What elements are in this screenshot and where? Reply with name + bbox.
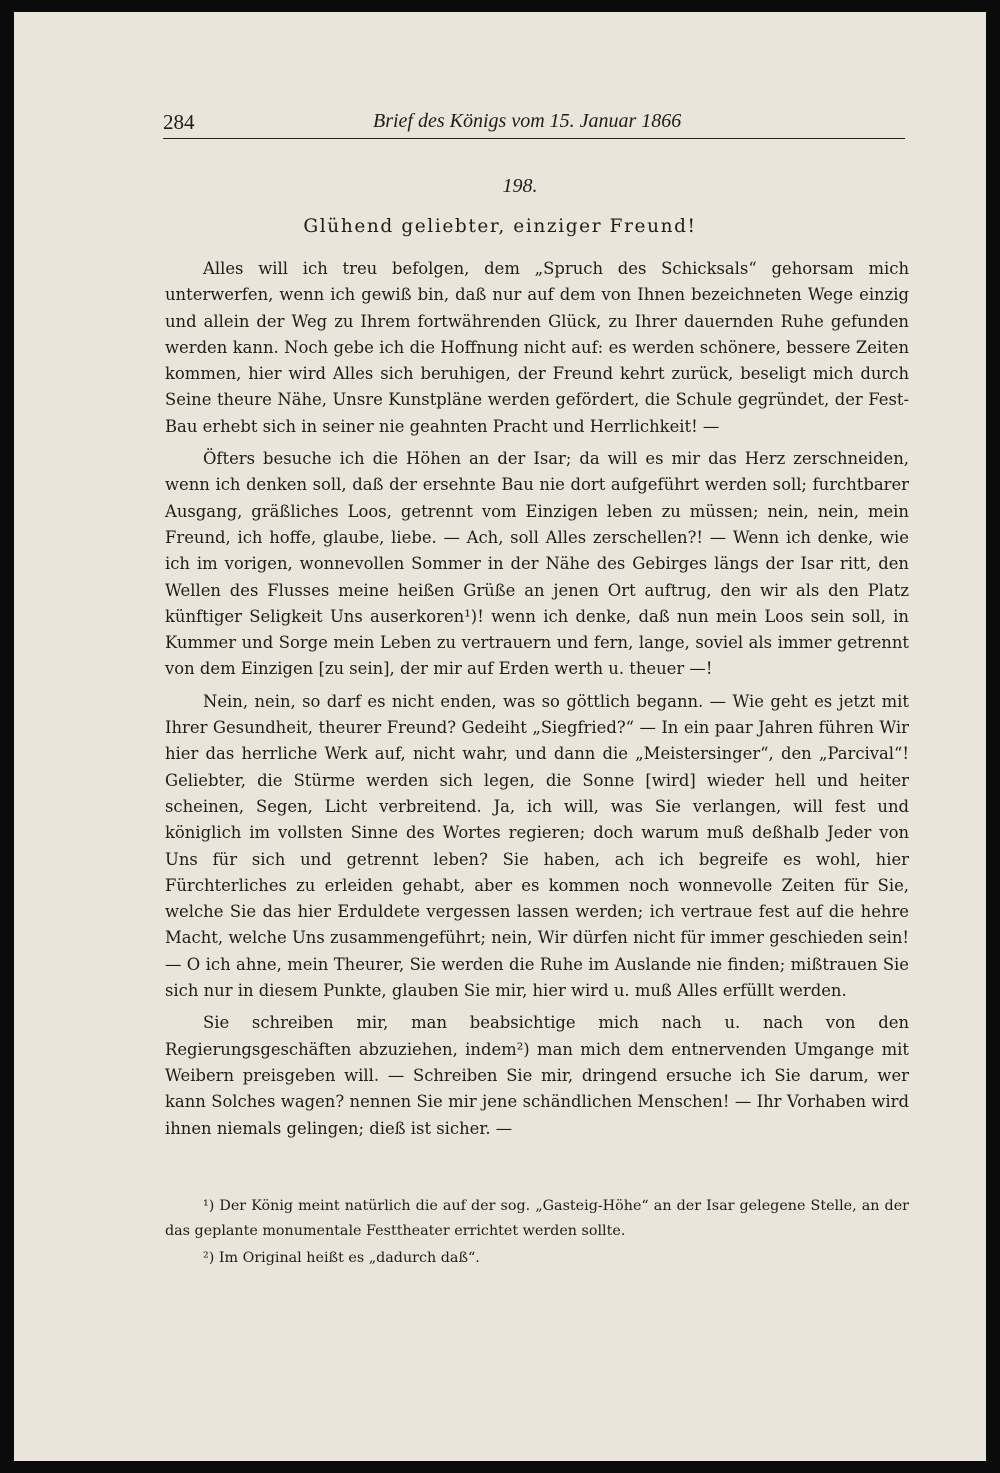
- paragraph-3: Nein, nein, so darf es nicht enden, was so göttlich begann. — Wie geht es jetzt mit Ihrer Gesundheit, theurer Freund? Gedeiht „Siegfried?“ — In ein paar Jahren führen Wir hier das herrliche Werk auf, nicht wahr, und dann die „Meistersinger“, den „Parcival“! Geliebter, die Stürme werden sich legen, die Sonne [wird] wieder hell und heiter scheinen, Segen, Licht verbreitend. Ja, ich will, was Sie verlangen, will fest und königlich im vollsten Sinne des Wortes regieren; doch warum muß deßhalb Jeder von Uns für sich und getrennt leben? Sie haben, ach ich begreife es wohl, hier Fürchterliches zu erleiden gehabt, aber es kommen noch wonnevolle Zeiten für Sie, welche Sie das hier Erduldete vergessen lassen werden; ich vertraue fest auf die hehre Macht, welche Uns zusammengeführt; nein, Wir dürfen nicht für immer geschieden sein! — O ich ahne, mein Theurer, Sie werden die Ruhe im Auslande nie finden; mißtrauen Sie sich nur in diesem Punkte, glauben Sie mir, hier wird u. muß Alles erfüllt werden.: [165, 691, 909, 1001]
- page-header: [163, 108, 905, 139]
- footnotes: [165, 1194, 909, 1271]
- paragraph-2: Öfters besuche ich die Höhen an der Isar; da will es mir das Herz zerschneiden, wenn ich denken soll, daß der ersehnte Bau nie dort aufgeführt werden soll; furchtbarer Ausgang, gräßliches Loos, getrennt vom Einzigen leben zu müssen; nein, nein, mein Freund, ich hoffe, glaube, liebe. — Ach, soll Alles zerschellen?! — Wenn ich denke, wie ich im vorigen, wonnevollen Sommer in der Nähe des Gebirges längs der Isar ritt, den Wellen des Flusses meine heißen Grüße an jenen Ort auftrug, den wir als den Platz künftiger Seligkeit Uns auserkoren¹)! wenn ich denke, daß nun mein Loos sein soll, in Kummer und Sorge mein Leben zu vertrauern und fern, lange, soviel als immer getrennt von dem Einzigen [zu sein], der mir auf Erden werth u. theuer —!: [165, 449, 909, 679]
- footnote-2: ²) Im Original heißt es „dadurch daß“.: [203, 1250, 480, 1266]
- page-number: 284: [163, 110, 195, 134]
- paragraph-4: Sie schreiben mir, man beabsichtige mich nach u. nach von den Regierungsgeschäften abzuziehen, indem²) man mich dem entnervenden Umgange mit Weibern preisgeben will. — Schreiben Sie mir, dringend ersuche ich Sie darum, wer kann Solches wagen? nennen Sie mir jene schändlichen Menschen! — Ihr Vorhaben wird ihnen niemals gelingen; dieß ist sicher. —: [165, 1013, 909, 1138]
- salutation: Glühend geliebter, einziger Freund!: [303, 216, 697, 237]
- footnote-1: ¹) Der König meint natürlich die auf der sog. „Gasteig-Höhe“ an der Isar gelegene Stelle, an der das geplante monumentale Festtheater errichtet werden sollte.: [165, 1198, 909, 1239]
- paragraph-1: Alles will ich treu befolgen, dem „Spruch des Schicksals“ gehorsam mich unterwerfen, wenn ich gewiß bin, daß nur auf dem von Ihnen bezeichneten Wege einzig und allein der Weg zu Ihrem fortwährenden Glück, zu Ihrer dauernden Ruhe gefunden werden kann. Noch gebe ich die Hoffnung nicht auf: es werden schönere, bessere Zeiten kommen, hier wird Alles sich beruhigen, der Freund kehrt zurück, beseligt mich durch Seine theure Nähe, Unsre Kunstpläne werden gefördert, die Schule gegründet, der Fest-Bau erhebt sich in seiner nie geahnten Pracht und Herrlichkeit! —: [165, 259, 909, 436]
- running-head: Brief des Königs vom 15. Januar 1866: [373, 110, 682, 132]
- book-page: [14, 12, 986, 1461]
- letter-body: [165, 256, 909, 1148]
- letter-number: 198.: [502, 175, 538, 197]
